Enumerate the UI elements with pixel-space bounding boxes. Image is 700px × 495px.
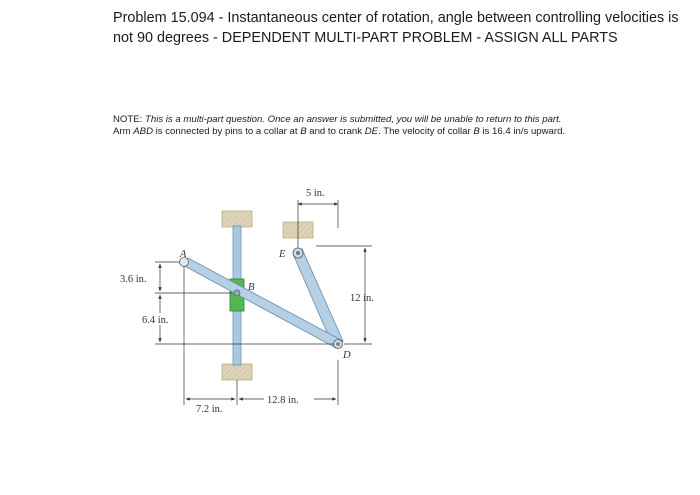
dim-bottom-left: 7.2 in. [196, 404, 223, 415]
label-a: A [180, 249, 187, 260]
collar-name: B [300, 126, 307, 138]
top-support [222, 211, 252, 227]
crank-name: DE [364, 126, 379, 138]
note-text: This is a multi-part question. Once an answer is submitted, you will be unable to return to this part. [145, 114, 562, 125]
pin-b [234, 290, 240, 296]
dim-right: 12 in. [350, 293, 374, 304]
statement-text: is 16.4 in/s upward. [479, 126, 566, 138]
statement-text: . The velocity of collar [378, 126, 474, 138]
collar-name: B [473, 126, 480, 138]
problem-title: Problem 15.094 - Instantaneous center of rotation, angle between controlling velocities is not 90 degrees - DEPENDENT MULTI-PART PROBLEM - ASSIGN ALL PARTS [113, 10, 679, 46]
pin-d-center [336, 342, 340, 346]
dim-left-upper: 3.6 in. [120, 274, 147, 285]
arm-name: ABD [133, 126, 153, 138]
statement-text: is connected by pins to a collar at [153, 126, 301, 138]
statement-text: and to crank [306, 126, 365, 138]
pin-e-center [296, 251, 300, 255]
dim-left-lower: 6.4 in. [142, 315, 169, 326]
label-b: B [248, 282, 255, 293]
dim-bottom-right: 12.8 in. [267, 395, 299, 406]
label-e: E [279, 249, 286, 260]
note-label: NOTE: [113, 114, 143, 125]
statement-text: Arm [113, 126, 134, 138]
label-d: D [343, 350, 351, 361]
bottom-support [222, 364, 252, 380]
dim-top: 5 in. [306, 188, 325, 199]
